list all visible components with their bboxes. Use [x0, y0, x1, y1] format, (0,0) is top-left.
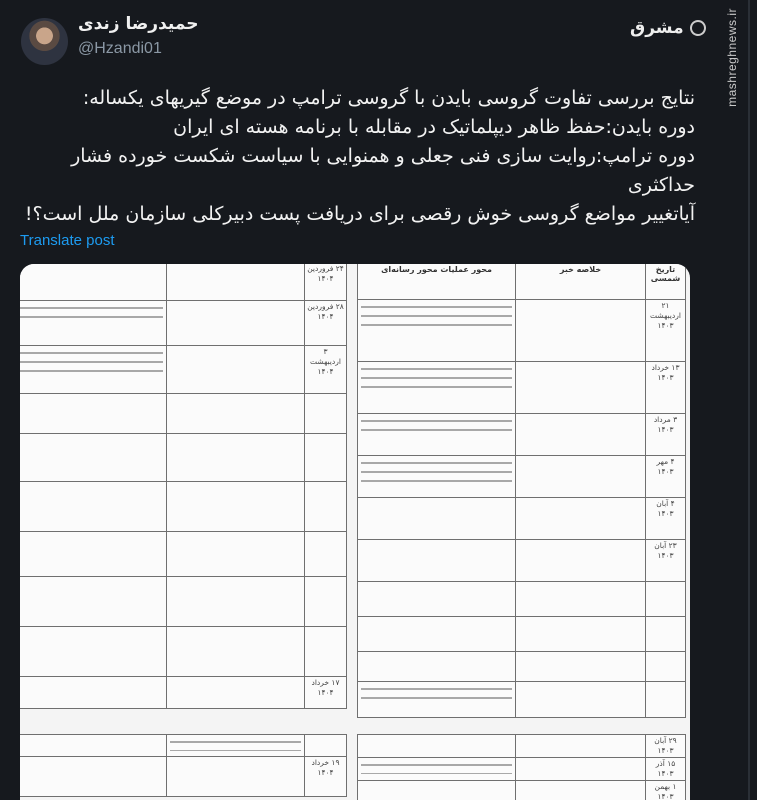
table-row — [358, 582, 686, 617]
table-row — [358, 362, 686, 414]
table-cell — [167, 394, 305, 434]
table-cell — [358, 781, 516, 800]
cell-text — [20, 303, 163, 323]
table-cell — [516, 362, 646, 414]
date-cell: ۲۱ اردیبهشت ۱۴۰۳ — [646, 300, 686, 362]
table-row — [358, 758, 686, 781]
table-cell — [167, 677, 305, 709]
right-table — [357, 264, 686, 718]
table-cell — [358, 362, 516, 414]
table-row — [358, 617, 686, 652]
table-cell — [20, 577, 167, 627]
table-cell — [358, 414, 516, 456]
table-cell — [305, 577, 347, 627]
table-row — [358, 652, 686, 682]
table-row — [20, 482, 347, 532]
table-cell — [646, 652, 686, 682]
table-cell — [20, 627, 167, 677]
table-cell — [305, 627, 347, 677]
table-row — [20, 346, 347, 394]
mashregh-logo — [630, 18, 706, 38]
table-cell — [167, 577, 305, 627]
table-cell — [358, 682, 516, 718]
cell-text — [361, 416, 512, 436]
cell-text — [20, 348, 163, 378]
date-cell: ۴ مهر ۱۴۰۳ — [646, 456, 686, 498]
table-cell — [358, 300, 516, 362]
tweet-line: آیاتغییر مواضع گروسی خوش رقصی برای دریافت پست دبیرکلی سازمان ملل است؟! — [24, 203, 695, 225]
table-cell — [20, 346, 167, 394]
logo-text: مشرق — [630, 18, 684, 38]
table-cell — [516, 498, 646, 540]
table-row — [20, 532, 347, 577]
table-cell — [358, 582, 516, 617]
date-cell: ۳ مرداد ۱۴۰۳ — [646, 414, 686, 456]
table-row — [20, 264, 347, 301]
header-summary: خلاصه خبر — [516, 264, 646, 300]
table-cell — [516, 617, 646, 652]
date-cell: ۲۴ فروردین ۱۴۰۴ — [305, 264, 347, 301]
cell-text — [361, 302, 512, 332]
table-row — [358, 264, 686, 300]
table-cell — [167, 735, 305, 757]
table-cell — [20, 735, 167, 757]
table-cell — [20, 677, 167, 709]
table-cell — [358, 652, 516, 682]
tweet-line: نتایج بررسی تفاوت گروسی بایدن با گروسی ترامپ در موضع گیریهای یکساله: — [82, 87, 695, 109]
table-cell — [167, 627, 305, 677]
translate-post-link[interactable]: Translate post — [20, 232, 115, 249]
date-cell: ۱۷ خرداد ۱۴۰۴ — [305, 677, 347, 709]
table-cell — [167, 346, 305, 394]
table-cell — [516, 456, 646, 498]
date-cell: ۲۸ فروردین ۱۴۰۴ — [305, 301, 347, 346]
table-cell — [305, 482, 347, 532]
header-date: تاریخ شمسی — [646, 264, 686, 300]
table-row — [358, 540, 686, 582]
cell-text — [361, 760, 512, 774]
table-cell — [358, 456, 516, 498]
date-cell: ۳ اردیبهشت ۱۴۰۴ — [305, 346, 347, 394]
table-row — [20, 301, 347, 346]
date-cell: ۲۳ آبان ۱۴۰۳ — [646, 540, 686, 582]
table-cell — [305, 532, 347, 577]
table-cell — [167, 757, 305, 797]
table-row — [20, 677, 347, 709]
table-cell — [167, 434, 305, 482]
avatar[interactable] — [21, 18, 68, 65]
date-cell: ۱۹ خرداد ۱۴۰۴ — [305, 757, 347, 797]
date-cell: ۴ آبان ۱۴۰۳ — [646, 498, 686, 540]
cell-text — [170, 737, 301, 751]
table-row — [358, 414, 686, 456]
table-cell — [358, 617, 516, 652]
table-row — [20, 757, 347, 797]
date-cell: ۲۹ آبان ۱۴۰۳ — [646, 735, 686, 758]
table-row — [20, 627, 347, 677]
no-icon — [687, 17, 709, 39]
table-cell — [20, 434, 167, 482]
table-cell — [646, 617, 686, 652]
table-cell — [167, 532, 305, 577]
table-row — [358, 300, 686, 362]
date-cell: ۱۳ خرداد ۱۴۰۳ — [646, 362, 686, 414]
table-cell — [20, 482, 167, 532]
tweet-line: دوره ترامپ:روایت سازی فنی جعلی و همنوایی با سیاست شکست خورده فشار حداکثری — [71, 145, 695, 196]
table-cell — [358, 540, 516, 582]
header-axis: محور عملیات محور رسانه‌ای — [358, 264, 516, 300]
table-row — [20, 577, 347, 627]
table-cell — [516, 781, 646, 800]
table-cell — [358, 498, 516, 540]
table-cell — [516, 758, 646, 781]
cell-text — [361, 458, 512, 488]
tweet-line: دوره بایدن:حفظ ظاهر دیپلماتیک در مقابله با برنامه هسته ای ایران — [173, 116, 695, 138]
table-row — [20, 394, 347, 434]
table-row — [358, 456, 686, 498]
table-cell — [516, 300, 646, 362]
table-cell — [305, 394, 347, 434]
right-table-2 — [357, 734, 686, 800]
tweet-image[interactable] — [20, 264, 690, 800]
date-cell: ۱ بهمن ۱۴۰۳ — [646, 781, 686, 800]
table-cell — [516, 414, 646, 456]
table-row — [20, 735, 347, 757]
author-handle[interactable]: @Hzandi01 — [78, 40, 162, 57]
table-cell — [167, 482, 305, 532]
table-cell — [167, 301, 305, 346]
table-cell — [20, 264, 167, 301]
watermark: mashreghnews.ir — [725, 8, 739, 107]
date-cell: ۱۵ آذر ۱۴۰۳ — [646, 758, 686, 781]
table-cell — [646, 582, 686, 617]
cell-text — [361, 364, 512, 394]
author-name[interactable]: حمیدرضا زندی — [78, 14, 199, 34]
table-cell — [305, 434, 347, 482]
table-cell — [516, 682, 646, 718]
table-cell — [516, 582, 646, 617]
table-cell — [516, 540, 646, 582]
table-cell — [20, 301, 167, 346]
table-cell — [358, 758, 516, 781]
table-cell — [20, 394, 167, 434]
table-cell — [646, 682, 686, 718]
table-cell — [305, 735, 347, 757]
scrollbar[interactable] — [748, 0, 750, 800]
table-cell — [20, 757, 167, 797]
table-row — [358, 735, 686, 758]
table-cell — [516, 735, 646, 758]
cell-text — [361, 684, 512, 704]
table-row — [358, 498, 686, 540]
table-cell — [20, 532, 167, 577]
table-cell — [516, 652, 646, 682]
table-row — [358, 781, 686, 800]
table-cell — [167, 264, 305, 301]
table-cell — [358, 735, 516, 758]
left-table-2 — [20, 734, 347, 797]
left-table — [20, 264, 347, 709]
table-row — [20, 434, 347, 482]
table-row — [358, 682, 686, 718]
tweet-text — [20, 84, 695, 229]
